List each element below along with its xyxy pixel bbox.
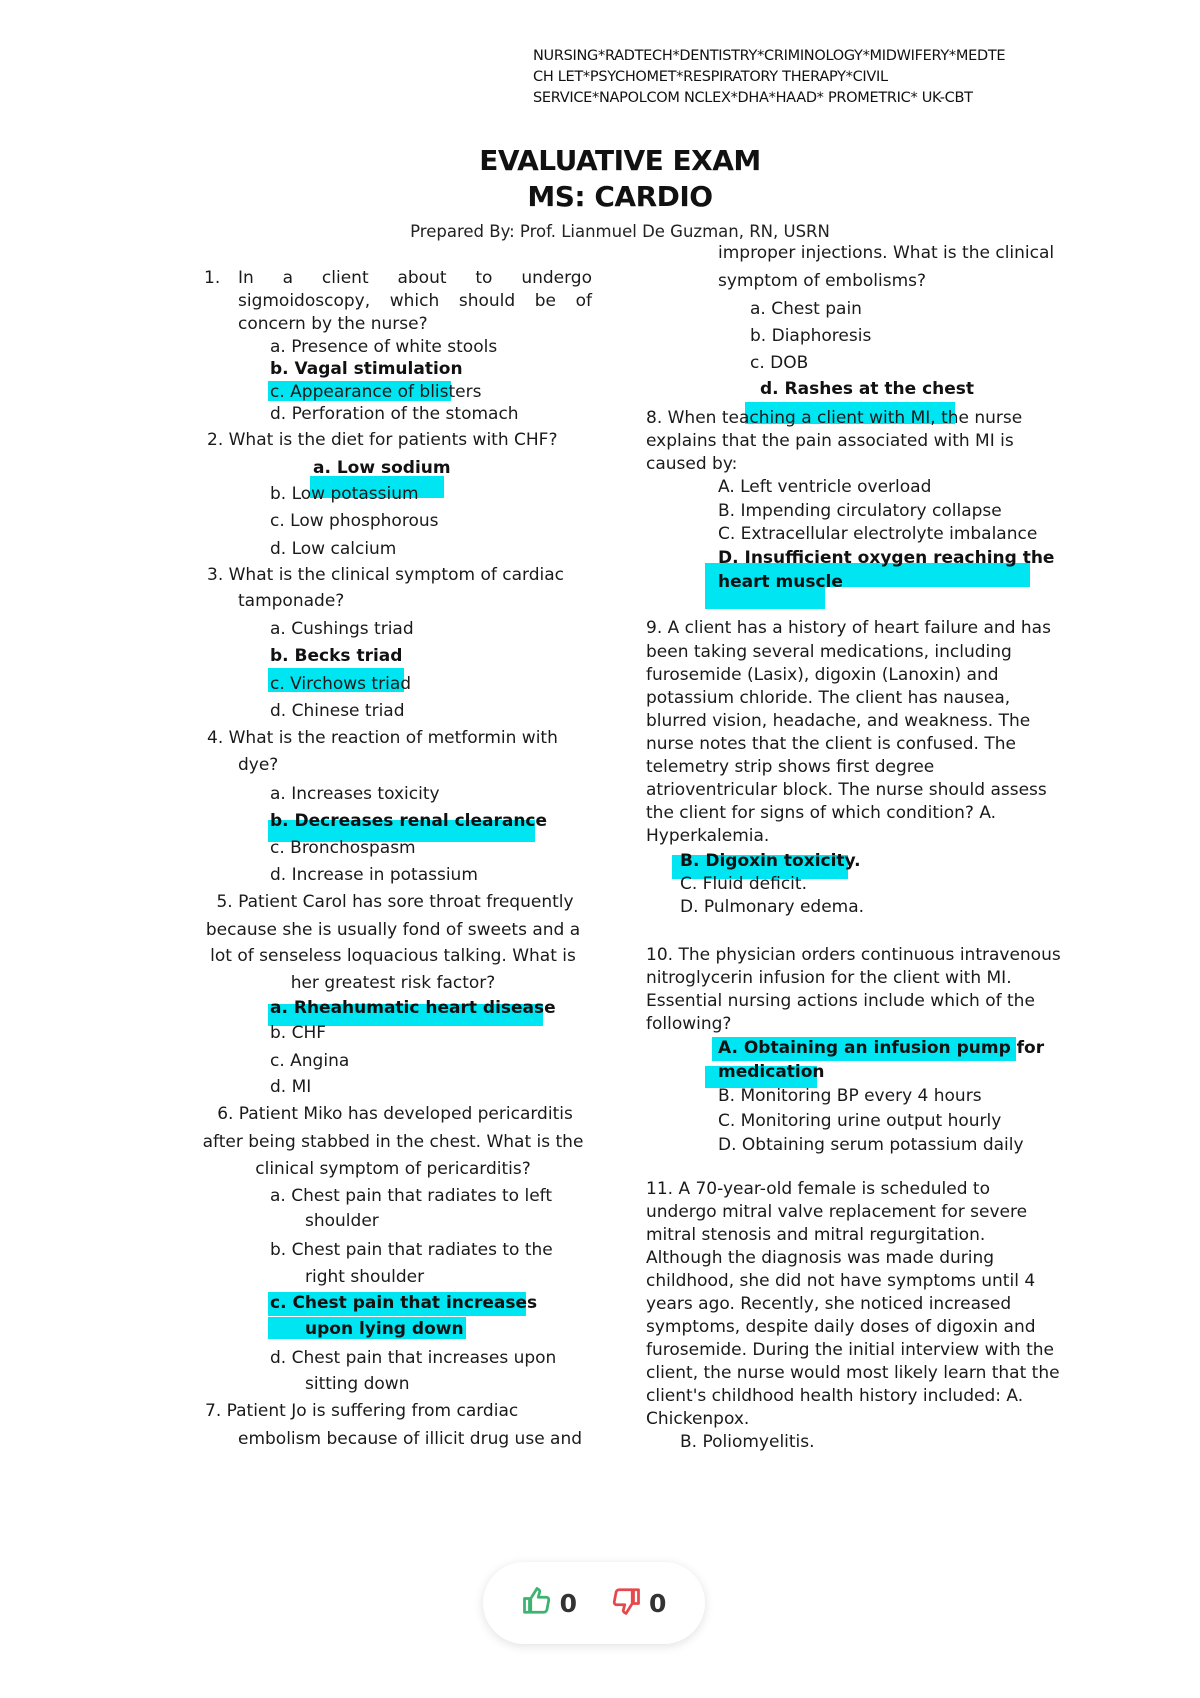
- option-answer: D. Insufficient oxygen reaching the: [718, 548, 1055, 568]
- question-text: In a client about to undergo sigmoidoscopy, which should be of concern by the nurse?: [238, 268, 592, 334]
- like-count: 0: [559, 1588, 577, 1618]
- option: D. Pulmonary edema.: [680, 897, 865, 917]
- question-4-stem-cont: dye?: [238, 755, 279, 775]
- option: c. Bronchospasm: [270, 838, 416, 858]
- question-number: 1.: [204, 268, 221, 288]
- question-11-stem-cont: undergo mitral valve replacement for severe: [646, 1202, 1028, 1222]
- question-1-stem: [204, 267, 592, 336]
- dislike-button[interactable]: [611, 1586, 666, 1620]
- thumbs-down-icon: [611, 1586, 641, 1620]
- question-9-stem-cont: been taking several medications, including: [646, 642, 1012, 662]
- question-10-stem: 10. The physician orders continuous intravenous: [646, 945, 1061, 965]
- option: b. CHF: [270, 1023, 327, 1043]
- option: a. Cushings triad: [270, 619, 414, 639]
- question-6-stem-cont: after being stabbed in the chest. What is the: [202, 1132, 584, 1152]
- option: c. Angina: [270, 1051, 350, 1071]
- question-9-stem-cont: furosemide (Lasix), digoxin (Lanoxin) and: [646, 665, 999, 685]
- question-10-stem-cont: Essential nursing actions include which of the: [646, 991, 1035, 1011]
- option: d. Increase in potassium: [270, 865, 478, 885]
- option: d. Low calcium: [270, 539, 397, 559]
- question-3-stem-cont: tamponade?: [238, 591, 345, 611]
- option: d. Chinese triad: [270, 701, 405, 721]
- option: C. Monitoring urine output hourly: [718, 1111, 1002, 1131]
- question-9-stem-cont: telemetry strip shows first degree: [646, 757, 935, 777]
- option-answer: b. Vagal stimulation: [270, 359, 463, 379]
- option-answer-cont: heart muscle: [718, 572, 843, 592]
- question-11-stem-cont: Chickenpox.: [646, 1409, 750, 1429]
- option: c. DOB: [750, 353, 809, 373]
- question-5-stem-cont: her greatest risk factor?: [290, 973, 496, 993]
- question-3-stem: 3. What is the clinical symptom of cardiac: [207, 565, 564, 585]
- option: a. Chest pain that radiates to left: [270, 1186, 553, 1206]
- option: A. Left ventricle overload: [718, 477, 932, 497]
- question-6-stem: 6. Patient Miko has developed pericarditis: [217, 1104, 573, 1124]
- question-7-stem-cont: improper injections. What is the clinical: [718, 243, 1055, 263]
- option-answer: a. Rheahumatic heart disease: [270, 998, 556, 1018]
- question-11-stem-cont: symptoms, despite daily doses of digoxin and: [646, 1317, 1036, 1337]
- question-11-stem-cont: mitral stenosis and mitral regurgitation.: [646, 1225, 986, 1245]
- question-11-stem-cont: years ago. Recently, she noticed increased: [646, 1294, 1012, 1314]
- option: C. Extracellular electrolyte imbalance: [718, 524, 1038, 544]
- option-answer: B. Digoxin toxicity.: [680, 851, 861, 871]
- question-5-stem: 5. Patient Carol has sore throat frequently: [216, 892, 574, 912]
- option: D. Obtaining serum potassium daily: [718, 1135, 1024, 1155]
- option: a. Chest pain: [750, 299, 862, 319]
- question-6-stem-cont: clinical symptom of pericarditis?: [255, 1159, 531, 1179]
- question-9-stem-cont: Hyperkalemia.: [646, 826, 770, 846]
- question-9-stem-cont: the client for signs of which condition? A.: [646, 803, 997, 823]
- option: c. Virchows triad: [270, 674, 412, 694]
- option-answer: b. Becks triad: [270, 646, 403, 666]
- option-answer-cont: upon lying down: [305, 1319, 464, 1339]
- page-title: EVALUATIVE EXAM: [479, 144, 761, 177]
- option-answer: d. Rashes at the chest: [760, 379, 975, 399]
- question-11-stem-cont: childhood, she did not have symptoms until 4: [646, 1271, 1036, 1291]
- prepared-by: Prepared By: Prof. Lianmuel De Guzman, RN, USRN: [410, 222, 830, 241]
- rating-bar: [483, 1562, 705, 1644]
- option: a. Increases toxicity: [270, 784, 440, 804]
- option: c. Appearance of blisters: [270, 382, 482, 402]
- option: b. Chest pain that radiates to the: [270, 1240, 553, 1260]
- option-answer-cont: medication: [718, 1062, 825, 1082]
- question-7-stem: 7. Patient Jo is suffering from cardiac: [205, 1401, 519, 1421]
- question-5-stem-cont: lot of senseless loquacious talking. What is: [210, 946, 576, 966]
- option-cont: sitting down: [305, 1374, 410, 1394]
- question-7-stem-cont: symptom of embolisms?: [718, 271, 927, 291]
- option-answer: c. Chest pain that increases: [270, 1293, 538, 1313]
- option: c. Low phosphorous: [270, 511, 439, 531]
- header-line: SERVICE*NAPOLCOM NCLEX*DHA*HAAD* PROMETRIC* UK-CBT: [533, 90, 973, 106]
- question-9-stem: 9. A client has a history of heart failure and has: [646, 618, 1051, 638]
- option-answer: b. Decreases renal clearance: [270, 811, 548, 831]
- question-9-stem-cont: atrioventricular block. The nurse should assess: [646, 780, 1047, 800]
- option: d. Perforation of the stomach: [270, 404, 519, 424]
- question-8-stem: 8. When teaching a client with MI, the nurse: [646, 408, 1023, 428]
- header-line: NURSING*RADTECH*DENTISTRY*CRIMINOLOGY*MIDWIFERY*MEDTE: [533, 48, 1006, 64]
- question-8-stem-cont: caused by:: [646, 454, 738, 474]
- thumbs-up-icon: [522, 1586, 552, 1620]
- question-10-stem-cont: following?: [646, 1014, 732, 1034]
- question-11-stem: 11. A 70-year-old female is scheduled to: [646, 1179, 990, 1199]
- option-cont: shoulder: [305, 1211, 379, 1231]
- question-9-stem-cont: blurred vision, headache, and weakness. The: [646, 711, 1031, 731]
- option: d. MI: [270, 1077, 312, 1097]
- question-11-stem-cont: client, the nurse would most likely learn that the: [646, 1363, 1060, 1383]
- like-button[interactable]: [522, 1586, 577, 1620]
- option-cont: right shoulder: [305, 1267, 425, 1287]
- option-answer: a. Low sodium: [313, 458, 451, 478]
- page-subtitle: MS: CARDIO: [527, 180, 713, 213]
- header-programs: [533, 46, 1063, 109]
- question-10-stem-cont: nitroglycerin infusion for the client with MI.: [646, 968, 1012, 988]
- option: B. Monitoring BP every 4 hours: [718, 1086, 982, 1106]
- option: b. Diaphoresis: [750, 326, 872, 346]
- option: b. Low potassium: [270, 484, 419, 504]
- question-7-stem-cont: embolism because of illicit drug use and: [238, 1429, 583, 1449]
- option: C. Fluid deficit.: [680, 874, 807, 894]
- question-11-stem-cont: furosemide. During the initial interview with the: [646, 1340, 1054, 1360]
- option: B. Poliomyelitis.: [680, 1432, 815, 1452]
- question-11-stem-cont: client's childhood health history included: A.: [646, 1386, 1024, 1406]
- option: d. Chest pain that increases upon: [270, 1348, 557, 1368]
- question-4-stem: 4. What is the reaction of metformin with: [207, 728, 558, 748]
- question-2-stem: 2. What is the diet for patients with CHF?: [207, 430, 558, 450]
- question-9-stem-cont: nurse notes that the client is confused. The: [646, 734, 1016, 754]
- dislike-count: 0: [649, 1588, 667, 1618]
- question-8-stem-cont: explains that the pain associated with MI is: [646, 431, 1014, 451]
- option: a. Presence of white stools: [270, 337, 498, 357]
- question-5-stem-cont: because she is usually fond of sweets and a: [205, 920, 581, 940]
- option: B. Impending circulatory collapse: [718, 501, 1002, 521]
- header-line: CH LET*PSYCHOMET*RESPIRATORY THERAPY*CIVIL: [533, 69, 888, 85]
- option-answer: A. Obtaining an infusion pump for: [718, 1038, 1045, 1058]
- question-11-stem-cont: Although the diagnosis was made during: [646, 1248, 995, 1268]
- question-9-stem-cont: potassium chloride. The client has nausea,: [646, 688, 1011, 708]
